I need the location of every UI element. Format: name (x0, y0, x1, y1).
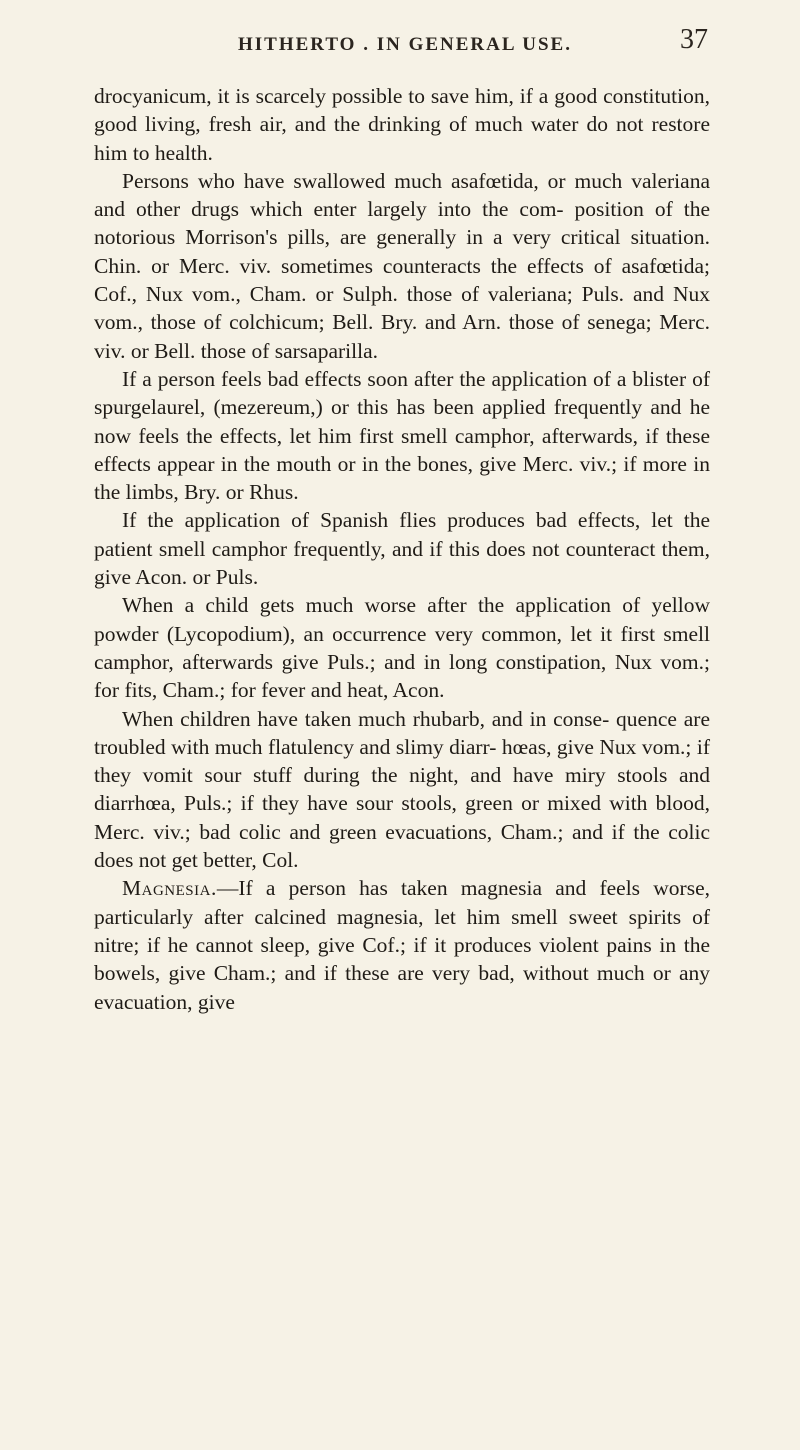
paragraph-rhubarb: When children have taken much rhubarb, and in conse- quence are troubled with much flatulency and slimy diarr- hœas, give Nux vom.; if they vomit sour stuff during the night, and have miry stools and diarrhœa, Puls.; if they have sour stools, green or mixed with blood, Merc. viv.; bad colic and green evacuations, Cham.; and if the colic does not get better, Col. (94, 706, 710, 873)
page-header (0, 18, 800, 62)
running-title: HITHERTO . IN GENERAL USE. (238, 34, 572, 55)
paragraph-asafoetida: Persons who have swallowed much asafœtida, or much valeriana and other drugs which enter largely into the com- position of the notorious Morrison's pills, are generally in a very critical situation. Chin. or Merc. viv. sometimes counteracts the effects of asafœtida; Cof., Nux vom., Cham. or Sulph. those of valeriana; Puls. and Nux vom., those of colchicum; Bell. Bry. and Arn. those of senega; Merc. viv. or Bell. those of sarsaparilla. (94, 168, 710, 363)
section-heading-magnesia: Magnesia. (122, 876, 217, 901)
paragraph-magnesia (94, 874, 710, 1015)
body-text (94, 82, 710, 1016)
paragraph-blister: If a person feels bad effects soon after the application of a blister of spurgelaurel, (mezereum,) or this has been applied frequently and he now feels the effects, let him first smell camphor, afterwards, if these effects appear in the mouth or in the bones, give Merc. viv.; if more in the limbs, Bry. or Rhus. (94, 366, 710, 505)
paragraph-lycopodium: When a child gets much worse after the application of yellow powder (Lycopodium), an occurrence very common, let it first smell camphor, afterwards give Puls.; and in long constipation, Nux vom.; for fits, Cham.; for fever and heat, Acon. (94, 593, 710, 703)
magnesia-text: —If a person has taken magnesia and feels worse, particularly after calcined magnesia, let him smell sweet spirits of nitre; if he cannot sleep, give Cof.; if it produces violent pains in the bowels, give Cham.; and if these are very bad, without much or any evacuation, give (94, 876, 710, 1014)
paragraph-continuation: drocyanicum, it is scarcely possible to save him, if a good constitution, good living, fresh air, and the drinking of much water do not restore him to health. (94, 84, 710, 165)
page-number: 37 (680, 24, 708, 55)
paragraph-spanish-flies: If the application of Spanish flies produces bad effects, let the patient smell camphor frequently, and if this does not counteract them, give Acon. or Puls. (94, 508, 710, 590)
